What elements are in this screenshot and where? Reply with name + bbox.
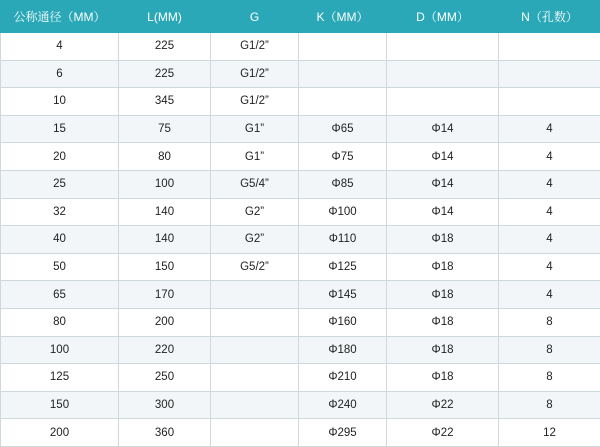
table-cell <box>211 336 299 364</box>
table-cell: 125 <box>1 364 119 392</box>
table-cell <box>211 364 299 392</box>
table-row <box>1 143 600 171</box>
column-header-k: K（MM） <box>299 1 387 33</box>
table-cell: Φ160 <box>299 308 387 336</box>
column-header-d: D（MM） <box>387 1 499 33</box>
table-cell <box>499 60 600 88</box>
table-cell: 4 <box>499 143 600 171</box>
table-cell: Φ295 <box>299 419 387 447</box>
table-cell: Φ18 <box>387 226 499 254</box>
column-header-g: G <box>211 1 299 33</box>
table-row <box>1 308 600 336</box>
table-cell: 20 <box>1 143 119 171</box>
table-row <box>1 60 600 88</box>
table-cell <box>211 308 299 336</box>
table-cell: 6 <box>1 60 119 88</box>
table-cell: G1” <box>211 115 299 143</box>
table-cell <box>299 33 387 61</box>
table-cell: Φ210 <box>299 364 387 392</box>
table-cell: Φ22 <box>387 419 499 447</box>
table-cell <box>387 88 499 116</box>
table-cell: 8 <box>499 336 600 364</box>
table-cell: 4 <box>499 198 600 226</box>
column-header-l: L(MM) <box>119 1 211 33</box>
table-cell: Φ240 <box>299 391 387 419</box>
table-cell: 100 <box>1 336 119 364</box>
table-cell: 8 <box>499 308 600 336</box>
table-cell: Φ110 <box>299 226 387 254</box>
table-cell: 200 <box>1 419 119 447</box>
table-cell <box>211 419 299 447</box>
table-cell: 200 <box>119 308 211 336</box>
table-cell <box>211 391 299 419</box>
table-cell: Φ14 <box>387 143 499 171</box>
table-cell: 50 <box>1 253 119 281</box>
table-cell <box>299 88 387 116</box>
table-cell: Φ65 <box>299 115 387 143</box>
table-cell: 8 <box>499 364 600 392</box>
table-cell: 250 <box>119 364 211 392</box>
table-cell: 12 <box>499 419 600 447</box>
table-cell: G2” <box>211 226 299 254</box>
table-cell: 75 <box>119 115 211 143</box>
table-cell: 140 <box>119 198 211 226</box>
table-cell: Φ18 <box>387 253 499 281</box>
table-cell: 100 <box>119 170 211 198</box>
table-cell: 80 <box>1 308 119 336</box>
table-cell: Φ75 <box>299 143 387 171</box>
table-cell: Φ14 <box>387 198 499 226</box>
table-row <box>1 419 600 447</box>
table-cell: Φ145 <box>299 281 387 309</box>
table-cell <box>499 88 600 116</box>
table-cell: 225 <box>119 60 211 88</box>
table-cell: Φ85 <box>299 170 387 198</box>
table-cell: 140 <box>119 226 211 254</box>
table-row <box>1 33 600 61</box>
table-cell <box>499 33 600 61</box>
table-cell: Φ180 <box>299 336 387 364</box>
table-cell: 225 <box>119 33 211 61</box>
table-cell: 360 <box>119 419 211 447</box>
table-cell: 4 <box>499 253 600 281</box>
column-header-nominal-diameter: 公称通径（MM） <box>1 1 119 33</box>
column-header-n: N（孔数） <box>499 1 600 33</box>
table-cell: 65 <box>1 281 119 309</box>
table-cell: 150 <box>1 391 119 419</box>
table-cell: Φ22 <box>387 391 499 419</box>
table-cell: 4 <box>499 115 600 143</box>
table-cell: 15 <box>1 115 119 143</box>
table-cell: 300 <box>119 391 211 419</box>
table-cell <box>211 281 299 309</box>
table-cell: Φ14 <box>387 170 499 198</box>
table-row <box>1 281 600 309</box>
table-cell: Φ14 <box>387 115 499 143</box>
table-cell: 4 <box>499 226 600 254</box>
table-cell: G5/4” <box>211 170 299 198</box>
table-cell: 32 <box>1 198 119 226</box>
table-cell: 4 <box>499 170 600 198</box>
table-cell: 345 <box>119 88 211 116</box>
table-cell: Φ100 <box>299 198 387 226</box>
table-cell: Φ18 <box>387 281 499 309</box>
table-row <box>1 226 600 254</box>
table-cell: Φ18 <box>387 364 499 392</box>
table-row <box>1 88 600 116</box>
table-cell <box>387 60 499 88</box>
table-cell: Φ18 <box>387 308 499 336</box>
table-header <box>1 1 600 33</box>
table-cell: G1/2” <box>211 33 299 61</box>
table-row <box>1 391 600 419</box>
table-cell: 80 <box>119 143 211 171</box>
table-cell: G5/2” <box>211 253 299 281</box>
table-cell: 170 <box>119 281 211 309</box>
table-cell: 220 <box>119 336 211 364</box>
table-row <box>1 170 600 198</box>
table-cell: 150 <box>119 253 211 281</box>
table-cell <box>387 33 499 61</box>
table-cell: Φ18 <box>387 336 499 364</box>
table-row <box>1 253 600 281</box>
table-cell: G1” <box>211 143 299 171</box>
table-body <box>1 33 600 447</box>
table-cell <box>299 60 387 88</box>
table-row <box>1 336 600 364</box>
table-row <box>1 115 600 143</box>
table-row <box>1 198 600 226</box>
table-cell: 10 <box>1 88 119 116</box>
table-cell: G2” <box>211 198 299 226</box>
table-cell: G1/2” <box>211 88 299 116</box>
table-cell: 4 <box>499 281 600 309</box>
table-cell: 40 <box>1 226 119 254</box>
table-cell: 25 <box>1 170 119 198</box>
table-cell: 4 <box>1 33 119 61</box>
table-cell: Φ125 <box>299 253 387 281</box>
table-cell: 8 <box>499 391 600 419</box>
table-row <box>1 364 600 392</box>
table-cell: G1/2” <box>211 60 299 88</box>
table-header-row <box>1 1 600 33</box>
